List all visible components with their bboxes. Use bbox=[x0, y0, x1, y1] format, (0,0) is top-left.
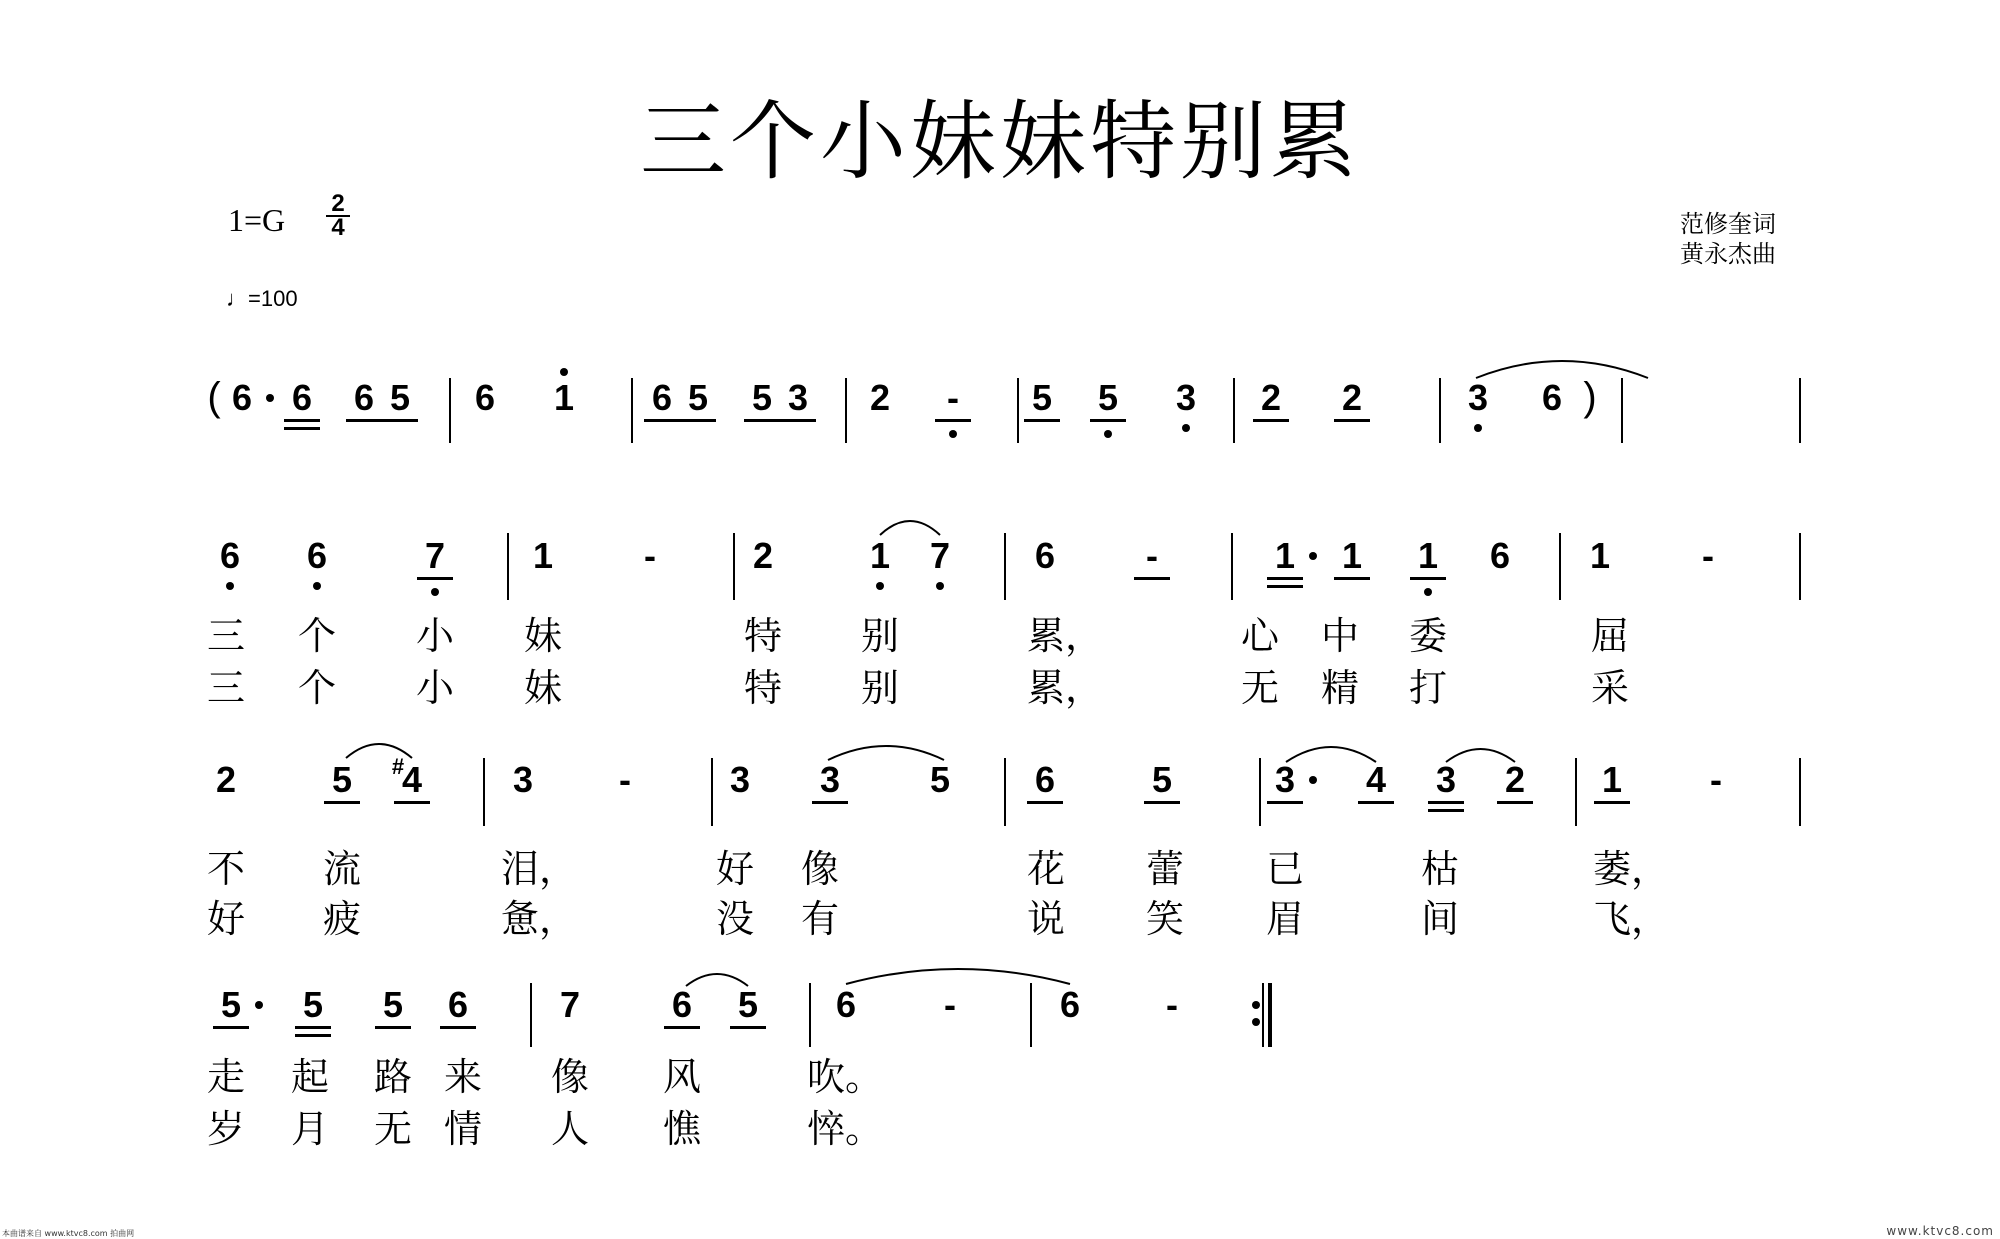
verse1-syllable: 吹。 bbox=[807, 1055, 884, 1099]
time-signature-bottom: 4 bbox=[331, 214, 345, 241]
verse1-syllable: 个 bbox=[298, 614, 337, 658]
line4-note: - bbox=[944, 984, 956, 1025]
line1-note: - bbox=[947, 377, 959, 418]
underline-beam bbox=[1428, 801, 1464, 804]
verse1-syllable: 起 bbox=[291, 1055, 330, 1099]
line1-note: 3 bbox=[1175, 377, 1197, 418]
line1-note: 5 bbox=[751, 377, 773, 418]
line4-note: 5 bbox=[220, 984, 242, 1025]
line4-note: 7 bbox=[559, 984, 581, 1025]
underline-beam bbox=[417, 577, 453, 580]
verse1-syllable: 像 bbox=[551, 1055, 590, 1099]
octave-dot-low bbox=[226, 582, 234, 590]
verse2-syllable: 疲 bbox=[323, 897, 362, 941]
verse2-syllable: 小 bbox=[416, 666, 455, 710]
octave-dot-low bbox=[313, 582, 321, 590]
augmentation-dot bbox=[1309, 552, 1317, 560]
verse2-syllable: 说 bbox=[1027, 897, 1066, 941]
octave-dot-low bbox=[1474, 424, 1482, 432]
verse1-syllable: 三 bbox=[207, 614, 246, 658]
underline-beam bbox=[213, 1026, 249, 1029]
line4-note: 6 bbox=[671, 984, 693, 1025]
underline-beam bbox=[1497, 801, 1533, 804]
line3-note: 4 bbox=[401, 759, 423, 800]
underline-beam bbox=[295, 1026, 331, 1029]
underline-beam bbox=[1410, 577, 1446, 580]
underline-beam bbox=[284, 419, 320, 422]
line1-note: 6 bbox=[474, 377, 496, 418]
verse2-syllable: 没 bbox=[716, 897, 755, 941]
octave-dot-low bbox=[876, 582, 884, 590]
verse1-syllable: 妹 bbox=[524, 614, 563, 658]
line1-note: 6 bbox=[291, 377, 313, 418]
underline-beam bbox=[394, 801, 430, 804]
repeat-dot bbox=[1252, 1018, 1260, 1026]
underline-beam bbox=[1253, 419, 1289, 422]
line1-note: 5 bbox=[389, 377, 411, 418]
line1-note: 5 bbox=[687, 377, 709, 418]
line4-note: 5 bbox=[302, 984, 324, 1025]
underline-beam bbox=[1024, 419, 1060, 422]
line1-note: 2 bbox=[1341, 377, 1363, 418]
line3-note: 6 bbox=[1034, 759, 1056, 800]
line1-note: 1 bbox=[553, 377, 575, 418]
line2-note: 1 bbox=[532, 535, 554, 576]
sharp-sign: # bbox=[391, 754, 405, 779]
verse1-syllable: 特 bbox=[744, 614, 783, 658]
line3-note: 2 bbox=[215, 759, 237, 800]
footer-source: 本曲谱来自 www.ktvc8.com 拍曲网 bbox=[2, 1229, 135, 1238]
line2-note: 1 bbox=[1589, 535, 1611, 576]
tie-arc bbox=[828, 746, 944, 760]
underline-beam bbox=[295, 1034, 331, 1037]
verse1-syllable: 蕾 bbox=[1146, 847, 1185, 891]
line1-note: 5 bbox=[1031, 377, 1053, 418]
tie-arc bbox=[1476, 361, 1648, 378]
line2-note: 7 bbox=[424, 535, 446, 576]
verse1-syllable: 萎， bbox=[1593, 847, 1670, 891]
verse1-syllable: 好 bbox=[716, 847, 755, 891]
augmentation-dot bbox=[1309, 776, 1317, 784]
line2-note: 1 bbox=[869, 535, 891, 576]
time-signature-top: 2 bbox=[326, 193, 350, 217]
verse2-syllable: 间 bbox=[1421, 897, 1460, 941]
verse2-syllable: 飞， bbox=[1593, 897, 1670, 941]
line3-note: 4 bbox=[1365, 759, 1387, 800]
verse1-syllable: 不 bbox=[207, 847, 246, 891]
verse2-syllable: 情 bbox=[444, 1107, 483, 1151]
verse2-syllable: 别 bbox=[861, 666, 900, 710]
verse1-syllable: 像 bbox=[801, 847, 840, 891]
line2-note: - bbox=[644, 535, 656, 576]
line3-note: 3 bbox=[1274, 759, 1296, 800]
line1-note: 6 bbox=[231, 377, 253, 418]
underline-beam bbox=[1267, 577, 1303, 580]
verse2-syllable: 好 bbox=[207, 897, 246, 941]
underline-beam bbox=[744, 419, 780, 422]
line2-note: 1 bbox=[1274, 535, 1296, 576]
underline-beam bbox=[664, 1026, 700, 1029]
footer-watermark: www.ktvc8.com bbox=[1886, 1224, 1994, 1238]
verse1-syllable: 屈 bbox=[1591, 614, 1630, 658]
line1-note: 6 bbox=[353, 377, 375, 418]
line2-note: 6 bbox=[306, 535, 328, 576]
underline-beam bbox=[1594, 801, 1630, 804]
paren-close: ) bbox=[1583, 375, 1597, 419]
verse2-syllable: 妹 bbox=[524, 666, 563, 710]
verse2-syllable: 累， bbox=[1027, 666, 1104, 710]
line2-note: 6 bbox=[219, 535, 241, 576]
augmentation-dot bbox=[266, 394, 274, 402]
verse2-syllable: 个 bbox=[298, 666, 337, 710]
composer-credit: 黄永杰曲 bbox=[1680, 240, 1776, 268]
verse2-syllable: 憔 bbox=[663, 1107, 702, 1151]
song-title: 三个小妹妹特别累 bbox=[640, 92, 1360, 192]
verse2-syllable: 人 bbox=[551, 1107, 590, 1151]
octave-dot-low bbox=[936, 582, 944, 590]
verse1-syllable: 累， bbox=[1027, 614, 1104, 658]
verse1-syllable: 中 bbox=[1321, 614, 1360, 658]
line3-note: - bbox=[1710, 759, 1722, 800]
underline-beam bbox=[1358, 801, 1394, 804]
underline-beam bbox=[812, 801, 848, 804]
verse2-syllable: 采 bbox=[1591, 666, 1630, 710]
line2-note: 7 bbox=[929, 535, 951, 576]
tie-arc bbox=[846, 969, 1070, 984]
tempo-marking: ♩=100 bbox=[226, 286, 298, 311]
verse1-syllable: 花 bbox=[1027, 847, 1066, 891]
verse1-syllable: 心 bbox=[1241, 614, 1280, 658]
verse1-syllable: 来 bbox=[444, 1055, 483, 1099]
underline-beam bbox=[680, 419, 716, 422]
line1-note: 2 bbox=[869, 377, 891, 418]
line2-note: - bbox=[1702, 535, 1714, 576]
line4-note: 6 bbox=[835, 984, 857, 1025]
augmentation-dot bbox=[255, 1001, 263, 1009]
octave-dot-low bbox=[949, 430, 957, 438]
line3-note: 3 bbox=[512, 759, 534, 800]
verse2-syllable: 无 bbox=[1241, 666, 1280, 710]
verse2-syllable: 特 bbox=[744, 666, 783, 710]
underline-beam bbox=[324, 801, 360, 804]
underline-beam bbox=[1090, 419, 1126, 422]
verse1-syllable: 已 bbox=[1266, 847, 1305, 891]
line1-note: 3 bbox=[1467, 377, 1489, 418]
line3-note: 1 bbox=[1601, 759, 1623, 800]
verse1-syllable: 路 bbox=[374, 1055, 413, 1099]
paren-open: ( bbox=[207, 375, 221, 419]
lyricist-credit: 范修奎词 bbox=[1680, 210, 1776, 238]
line3-note: 5 bbox=[929, 759, 951, 800]
underline-beam bbox=[375, 1026, 411, 1029]
verse1-syllable: 走 bbox=[207, 1055, 246, 1099]
line2-note: 6 bbox=[1034, 535, 1056, 576]
underline-beam bbox=[1134, 577, 1170, 580]
underline-beam bbox=[1334, 419, 1370, 422]
underline-beam bbox=[1334, 577, 1370, 580]
underline-beam bbox=[382, 419, 418, 422]
verse2-syllable: 精 bbox=[1321, 666, 1360, 710]
line1-note: 6 bbox=[651, 377, 673, 418]
verse2-syllable: 眉 bbox=[1266, 897, 1305, 941]
verse1-syllable: 委 bbox=[1409, 614, 1448, 658]
underline-beam bbox=[1428, 809, 1464, 812]
line4-note: 5 bbox=[737, 984, 759, 1025]
underline-beam bbox=[346, 419, 382, 422]
repeat-dot bbox=[1252, 1001, 1260, 1009]
underline-beam bbox=[1267, 585, 1303, 588]
tie-arc bbox=[880, 521, 940, 535]
octave-dot-high bbox=[560, 368, 568, 376]
line4-note: 5 bbox=[382, 984, 404, 1025]
underline-beam bbox=[935, 419, 971, 422]
verse2-syllable: 笑 bbox=[1146, 897, 1185, 941]
line3-note: 3 bbox=[729, 759, 751, 800]
line3-note: 5 bbox=[1151, 759, 1173, 800]
verse1-syllable: 小 bbox=[416, 614, 455, 658]
line3-note: - bbox=[619, 759, 631, 800]
line2-note: - bbox=[1146, 535, 1158, 576]
verse2-syllable: 三 bbox=[207, 666, 246, 710]
line2-note: 1 bbox=[1417, 535, 1439, 576]
verse2-syllable: 悴。 bbox=[807, 1107, 884, 1151]
underline-beam bbox=[440, 1026, 476, 1029]
underline-beam bbox=[644, 419, 680, 422]
verse2-syllable: 岁 bbox=[207, 1107, 246, 1151]
verse2-syllable: 有 bbox=[801, 897, 840, 941]
line2-note: 1 bbox=[1341, 535, 1363, 576]
verse2-syllable: 惫， bbox=[501, 897, 578, 941]
octave-dot-low bbox=[1424, 588, 1432, 596]
verse2-syllable: 打 bbox=[1409, 666, 1448, 710]
line4-note: 6 bbox=[1059, 984, 1081, 1025]
underline-beam bbox=[780, 419, 816, 422]
underline-beam bbox=[1144, 801, 1180, 804]
line2-note: 2 bbox=[752, 535, 774, 576]
verse1-syllable: 泪， bbox=[501, 847, 578, 891]
underline-beam bbox=[1267, 801, 1303, 804]
underline-beam bbox=[284, 427, 320, 430]
octave-dot-low bbox=[431, 588, 439, 596]
verse1-syllable: 别 bbox=[861, 614, 900, 658]
tie-arc bbox=[1286, 747, 1376, 762]
underline-beam bbox=[1027, 801, 1063, 804]
line1-note: 2 bbox=[1260, 377, 1282, 418]
octave-dot-low bbox=[1104, 430, 1112, 438]
verse1-syllable: 流 bbox=[323, 847, 362, 891]
underline-beam bbox=[730, 1026, 766, 1029]
verse2-syllable: 无 bbox=[374, 1107, 413, 1151]
octave-dot-low bbox=[1182, 424, 1190, 432]
key-signature: 1=G bbox=[228, 202, 286, 238]
line4-note: - bbox=[1166, 984, 1178, 1025]
line3-note: 2 bbox=[1504, 759, 1526, 800]
line3-note: 5 bbox=[331, 759, 353, 800]
verse1-syllable: 枯 bbox=[1421, 847, 1460, 891]
line4-note: 6 bbox=[447, 984, 469, 1025]
verse1-syllable: 风 bbox=[663, 1055, 702, 1099]
line3-note: 3 bbox=[819, 759, 841, 800]
line1-note: 5 bbox=[1097, 377, 1119, 418]
line1-note: 3 bbox=[787, 377, 809, 418]
line2-note: 6 bbox=[1489, 535, 1511, 576]
line3-note: 3 bbox=[1435, 759, 1457, 800]
verse2-syllable: 月 bbox=[291, 1107, 330, 1151]
line1-note: 6 bbox=[1541, 377, 1563, 418]
